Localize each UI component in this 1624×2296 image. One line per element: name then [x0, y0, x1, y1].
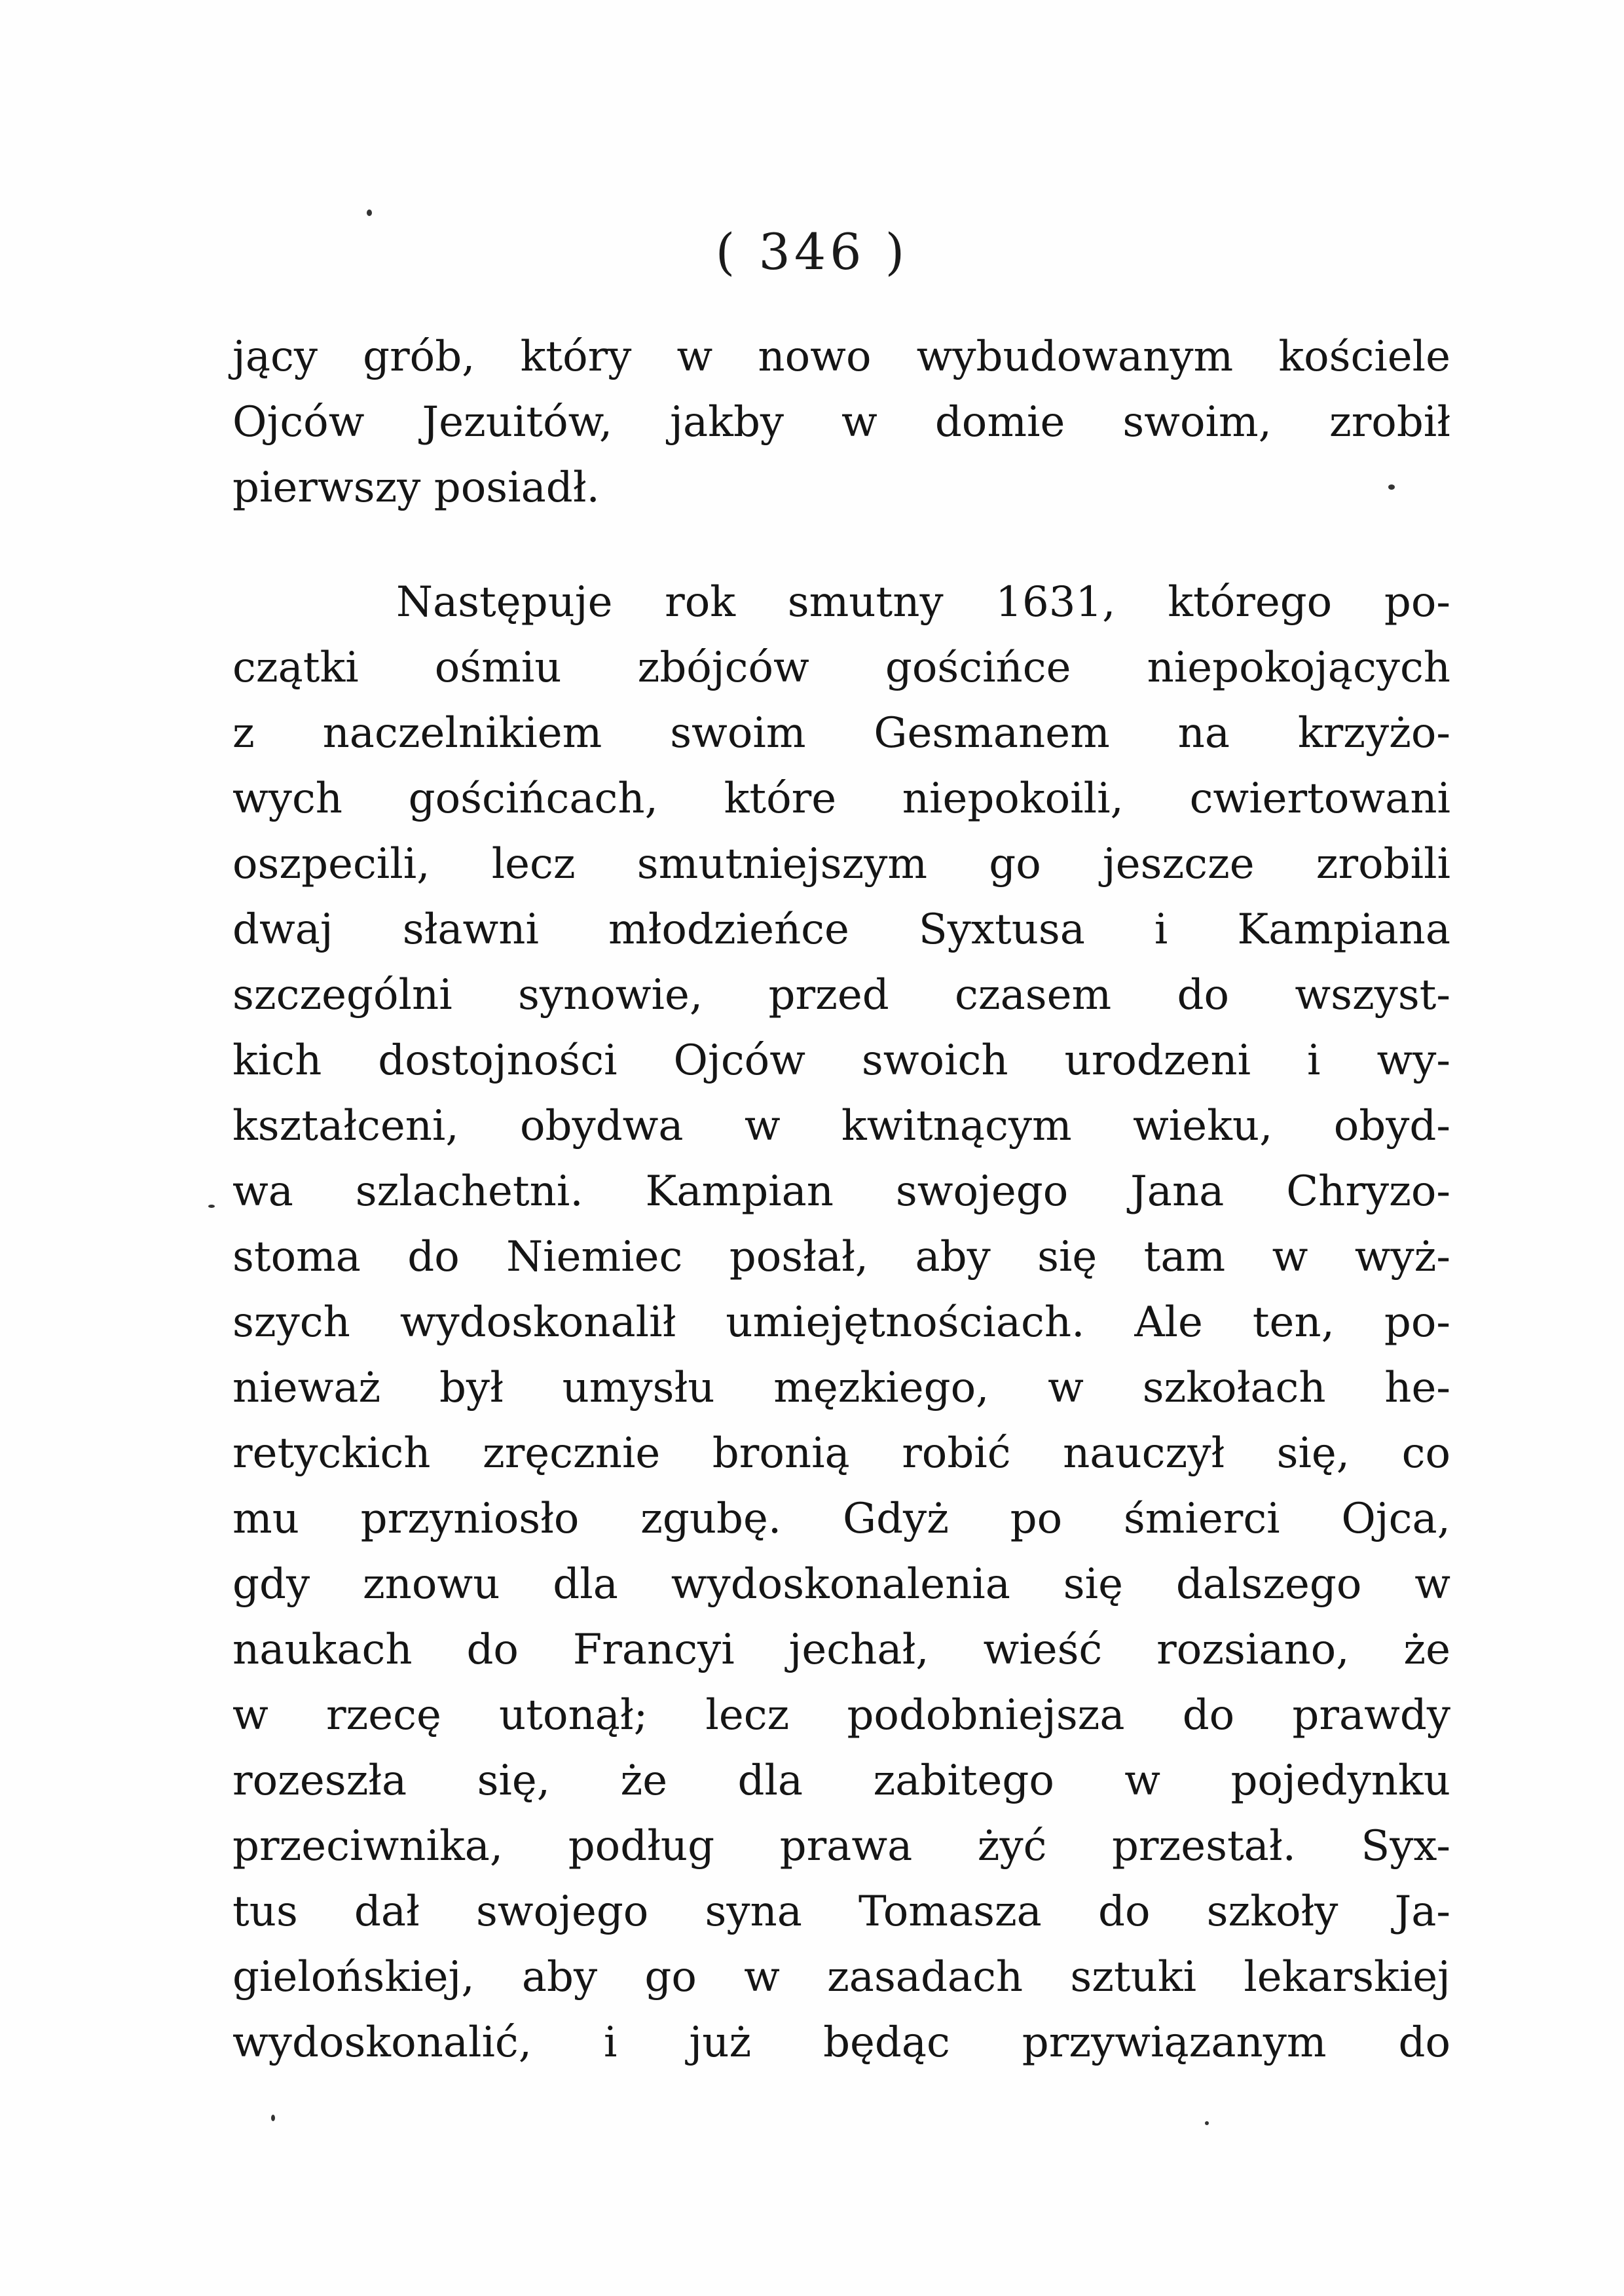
text-line: oszpecili, lecz smutniejszym go jeszcze zrobili: [232, 840, 1450, 888]
text-line: przeciwnika, podług prawa żyć przestał. Syx-: [232, 1822, 1450, 1870]
ink-speck: [1205, 2121, 1209, 2125]
text-line: czątki ośmiu zbójców gościńce niepokojących: [232, 644, 1450, 692]
text-line: mu przyniosło zgubę. Gdyż po śmierci Ojca,: [232, 1495, 1450, 1543]
text-line: szczególni synowie, przed czasem do wszyst-: [232, 971, 1450, 1019]
text-line: retyckich zręcznie bronią robić nauczył się, co: [232, 1429, 1450, 1478]
text-line: Ojców Jezuitów, jakby w domie swoim, zrobił: [232, 398, 1450, 446]
text-line: pierwszy posiadł.: [232, 464, 600, 512]
page-number: ( 346 ): [715, 223, 909, 281]
text-line: wa szlachetni. Kampian swojego Jana Chryzo-: [232, 1167, 1450, 1216]
text-line: tus dał swojego syna Tomasza do szkoły Ja-: [232, 1887, 1450, 1936]
text-line: z naczelnikiem swoim Gesmanem na krzyżo-: [232, 709, 1450, 757]
text-line: kształceni, obydwa w kwitnącym wieku, obyd-: [232, 1102, 1450, 1150]
text-line: wydoskonalić, i już będąc przywiązanym do: [232, 2018, 1450, 2067]
text-line: gielońskiej, aby go w zasadach sztuki lekarskiej: [232, 1953, 1450, 2001]
text-line: wych gościńcach, które niepokoili, cwiertowani: [232, 774, 1450, 823]
text-line: Następuje rok smutny 1631, którego po-: [396, 578, 1450, 627]
text-line: naukach do Francyi jechał, wieść rozsiano, że: [232, 1626, 1450, 1674]
text-line: w rzecę utonął; lecz podobniejsza do prawdy: [232, 1691, 1450, 1740]
text-line: jący grób, który w nowo wybudowanym kościele: [232, 333, 1450, 381]
text-line: nieważ był umysłu męzkiego, w szkołach he-: [232, 1364, 1450, 1412]
text-line: dwaj sławni młodzieńce Syxtusa i Kampiana: [232, 905, 1450, 954]
ink-speck: [208, 1205, 215, 1208]
text-line: rozeszła się, że dla zabitego w pojedynku: [232, 1757, 1450, 1805]
text-line: gdy znowu dla wydoskonalenia się dalszego w: [232, 1560, 1450, 1609]
text-line: kich dostojności Ojców swoich urodzeni i wy-: [232, 1036, 1450, 1085]
ink-speck: [367, 210, 372, 216]
ink-speck: [1388, 484, 1395, 490]
text-line: stoma do Niemiec posłał, aby się tam w wyż-: [232, 1233, 1450, 1281]
ink-speck: [271, 2115, 275, 2121]
text-line: szych wydoskonalił umiejętnościach. Ale ten, po-: [232, 1298, 1450, 1347]
